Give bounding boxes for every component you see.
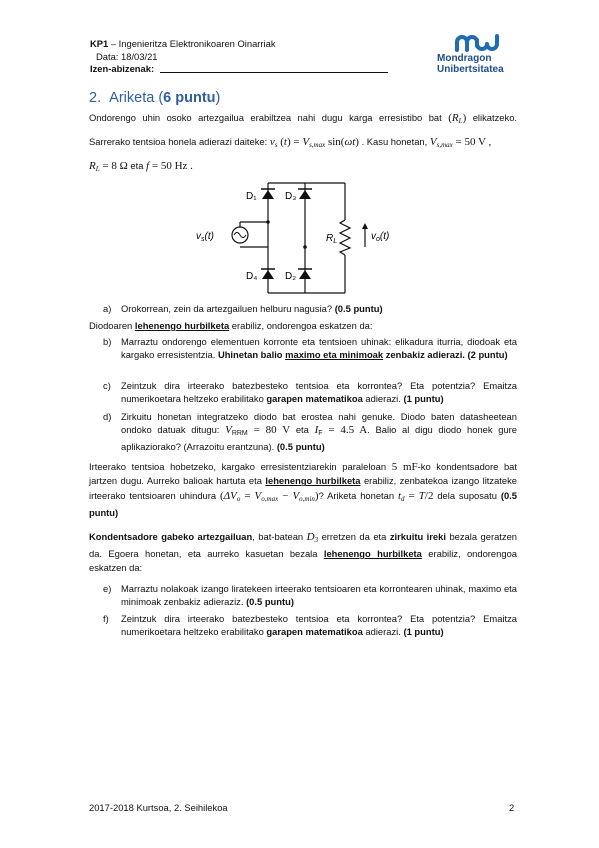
label-d1: D₁: [246, 191, 257, 202]
page-number: 2: [509, 802, 515, 813]
diode-d4-icon: [261, 269, 275, 279]
voltage-arrow-icon: [362, 223, 368, 229]
logo-text-1: Mondragon: [437, 53, 492, 64]
intro-paragraph: Ondorengo uhin osoko artezgailua erabiltzea nahi dugu karga erresistibo bat $(R_L)$ elikatzeko. Sarrerako tentsioa honela adierazi daiteke: $v_s$ $(t) = V_{s,max}$ sin(ωt) . Kasu honetan, $V_{s,max} = 50$ V , $R_L = 8$ Ω eta f = 50 Hz .: [89, 112, 518, 173]
question-a: a) Orokorrean, zein da artezgailuen helburu nagusia? (0.5 puntu): [103, 303, 383, 314]
label-rl: $R_L$: [326, 233, 338, 245]
label-vo: $v_o(t)$: [371, 231, 390, 243]
no-capacitor-paragraph: Kondentsadore gabeko artezgailuan, bat-batean $D_3$ erretzen da eta zirkuitu ireki bezala geratzen da. Egoera honetan, eta aurreko kasuetan bezala lehenengo hurbilketa erabiliz, ondorengoa eskatzen da:: [89, 531, 518, 574]
label-d2: D₂: [285, 271, 297, 282]
label-d4: D₄: [246, 271, 258, 282]
question-b: b) Marraztu ondorengo elementuen korronte eta tentsioen uhinak: elikadura iturria, diodoak eta kargako erresistentzia. Uhinetan balio maximo eta minimoak zenbakiz adierazi. (2 puntu): [103, 336, 517, 360]
diode-d1-icon: [261, 189, 275, 199]
question-e: e) Marraztu nolakoak izango liratekeen irteerako tentsioaren eta korrontearen uhinak, maximo eta minimoak zenbakiz adieraziz. (0.5 puntu): [103, 583, 517, 607]
footer-semester: 2017-2018 Kurtsoa, 2. Seihilekoa: [89, 802, 228, 813]
question-d: d) Zirkuitu honetan integratzeko diodo bat erostea nahi genuke. Diodo baten datasheetean ondoko datuak ditugu: $V_{RRM} = 80$ V eta $I_F = 4.5$ A. Balio al digu diodo honek gure aplikaziorako? (Arrazoitu erantzuna). (0.5 puntu): [103, 411, 518, 452]
course-title: KP1 – Ingenieritza Elektronikoaren Oinarriak: [90, 38, 276, 49]
logo-text-2: Unibertsitatea: [437, 63, 504, 75]
diode-d3-icon: [298, 189, 312, 199]
name-field: Izen-abizenak:: [90, 63, 388, 76]
label-vs: $v_s(t)$: [196, 231, 214, 243]
diode-d2-icon: [298, 269, 312, 279]
document-header: [90, 38, 388, 76]
question-f: f) Zeintzuk dira irteerako batezbesteko tentsioa eta korrontea? Eta potentzia? Emaitza numerikoetara heltzeko erabilitako garapen matematikoa adierazi. (1 puntu): [103, 613, 517, 637]
bridge-rectifier-circuit: [190, 175, 410, 300]
mu-logo-icon: [454, 34, 500, 52]
exam-date: Data: 18/03/21: [96, 50, 158, 62]
mondragon-logo: [437, 34, 517, 75]
capacitor-paragraph: Irteerako tentsioa hobetzeko, kargako erresistentziarekin paraleloan 5 mF-ko kondentsadore bat jartzen dugu. Aurreko balioak hartuta eta lehenengo hurbilketa erabiliz, zenbatekoa izango litzateke irteerako tentsioaren uhindura $(\Delta V_o = V_{o,max} - V_{o,min})$? Ariketa honetan $t_d = T/2$ dela suposatu (0.5 puntu): [89, 461, 518, 519]
first-approx-intro: Diodoaren lehenengo hurbilketa erabiliz, ondorengoa eskatzen da:: [89, 320, 373, 331]
section-title: 2. Ariketa (6 puntu): [89, 90, 221, 106]
label-d3: D₃: [285, 191, 297, 202]
resistor-rl-icon: [340, 220, 350, 255]
question-c: c) Zeintzuk dira irteerako batezbesteko tentsioa eta korrontea? Eta potentzia? Emaitza numerikoetara heltzeko erabilitako garapen matematikoa adierazi. (1 puntu): [103, 380, 517, 404]
